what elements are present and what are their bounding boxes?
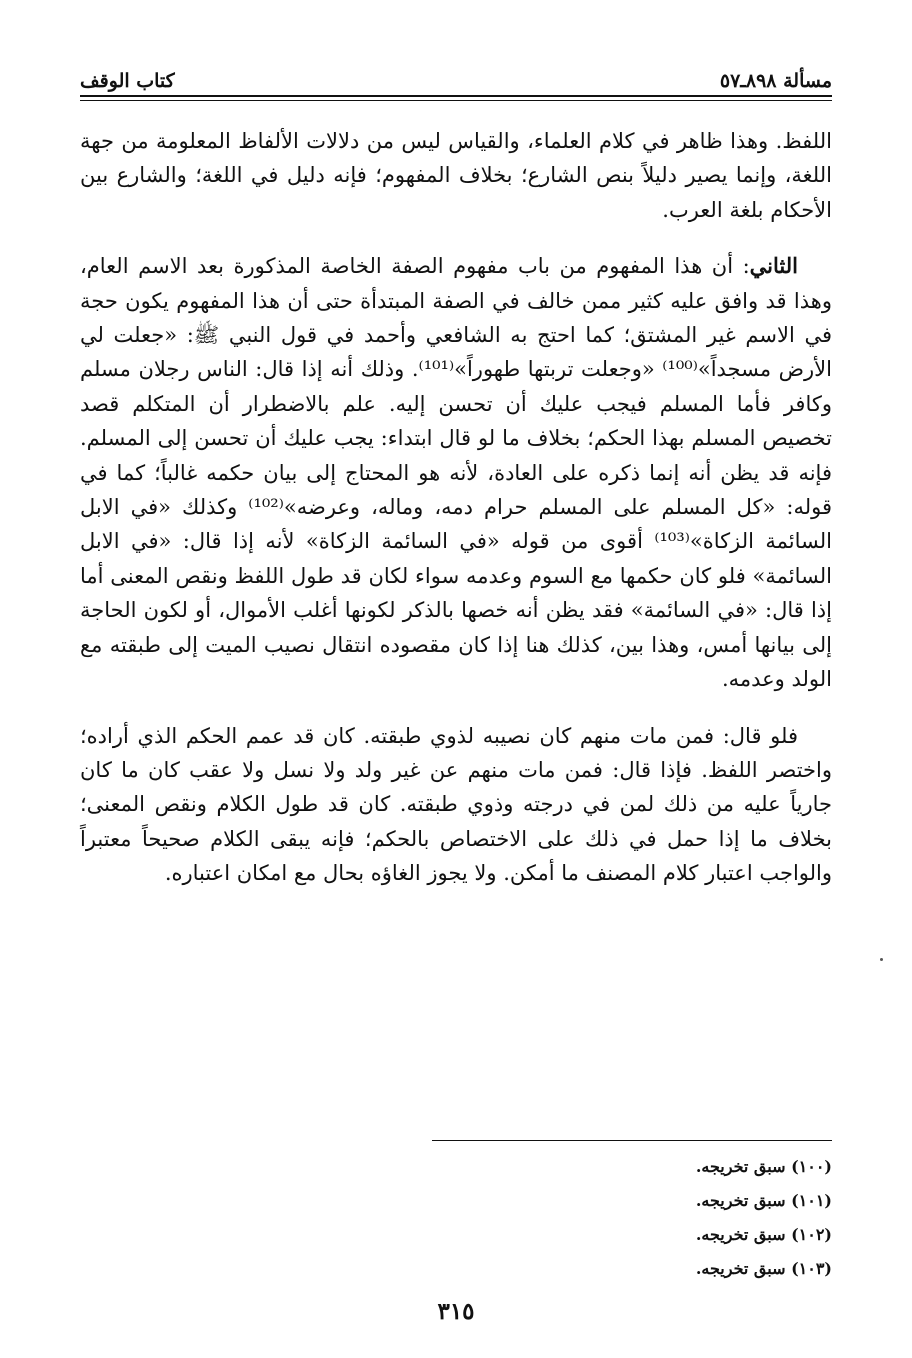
running-header [80, 58, 832, 92]
footnotes [432, 1150, 832, 1286]
header-chapter-title: كتاب الوقف [80, 70, 175, 92]
header-section-ref: مسألة ٨٩٨ـ٥٧ [719, 70, 832, 92]
paragraph-text: فلو قال: فمن مات منهم كان نصيبه لذوي طبقته. كان قد عمم الحكم الذي أراده؛ واختصر اللفظ. فإذا قال: فمن مات منهم عن غير ولد ولا نسل ولا عقب كان ما كان جارياً عليه من ذلك لمن في درجته وذوي طبقته. كان قد طول الكلام ونقص المعنى؛ بخلاف ما إذا حمل في ذلك على الاختصاص بالحكم؛ فإنه يبقى الكلام صحيحاً معتبراً والواجب اعتبار كلام المصنف ما أمكن. ولا يجوز الغاؤه بحال مع امكان اعتباره. [80, 723, 832, 886]
margin-speck [880, 958, 883, 961]
header-rule-thick [80, 95, 832, 97]
paragraph-lead: الثاني [749, 253, 798, 279]
page-number: ٣١٥ [437, 1298, 475, 1325]
header-rule-thin [80, 100, 832, 101]
paragraph-text: اللفظ. وهذا ظاهر في كلام العلماء، والقياس ليس من دلالات الألفاظ المعلومة من جهة اللغة، وإنما يصير دليلاً بنص الشارع؛ بخلاف المفهوم؛ فإنه دليل في اللغة؛ والشارع بين الأحكام بلغة العرب. [80, 129, 832, 222]
footnote-101: (١٠١) سبق تخريجه. [695, 1191, 832, 1210]
paragraph-2 [80, 249, 832, 696]
main-text [80, 124, 832, 913]
footnote-100: (١٠٠) سبق تخريجه. [695, 1157, 832, 1176]
paragraph-1 [80, 124, 832, 227]
paragraph-text: : أن هذا المفهوم من باب مفهوم الصفة الخاصة المذكورة بعد الاسم العام، وهذا قد وافق عليه كثير ممن خالف في الصفة المبتدأة حتى أن هذا المفهوم يكون حجة في الاسم غير المشتق؛ كما احتج به الشافعي وأحمد في قول النبي ﷺ: «جعلت لي الأرض مسجداً»⁽¹⁰⁰⁾ «وجعلت تربتها طهوراً»⁽¹⁰¹⁾. وذلك أنه إذا قال: الناس رجلان مسلم وكافر فأما المسلم فيجب عليك أن تحسن إليه. علم بالاضطرار أن المتكلم قصد تخصيص المسلم بهذا الحكم؛ بخلاف ما لو قال ابتداء: يجب عليك أن تحسن إلى المسلم. فإنه قد يظن أنه إنما ذكره على العادة، لأنه هو المحتاج إلى بيان حكمه غالباً؛ كما في قوله: «كل المسلم على المسلم حرام دمه، وماله، وعرضه»⁽¹⁰²⁾ وكذلك «في الابل السائمة الزكاة»⁽¹⁰³⁾ أقوى من قوله «في السائمة الزكاة» لأنه إذا قال: «في الابل السائمة» فلو كان حكمها مع السوم وعدمه سواء لكان قد طول اللفظ ونقص المعنى أما إذا قال: «في السائمة» فقد يظن أنه خصها بالذكر لكونها أغلب الأموال، أو لكون الحاجة إلى بيانها أمس، وهذا بين، كذلك هنا إذا كان مقصوده انتقال نصيب الميت إلى طبقته مع الولد وعدمه. [80, 254, 832, 692]
footnote-102: (١٠٢) سبق تخريجه. [695, 1225, 832, 1244]
paragraph-3 [80, 719, 832, 891]
footnote-separator [432, 1140, 832, 1141]
footnote-103: (١٠٣) سبق تخريجه. [695, 1259, 832, 1278]
